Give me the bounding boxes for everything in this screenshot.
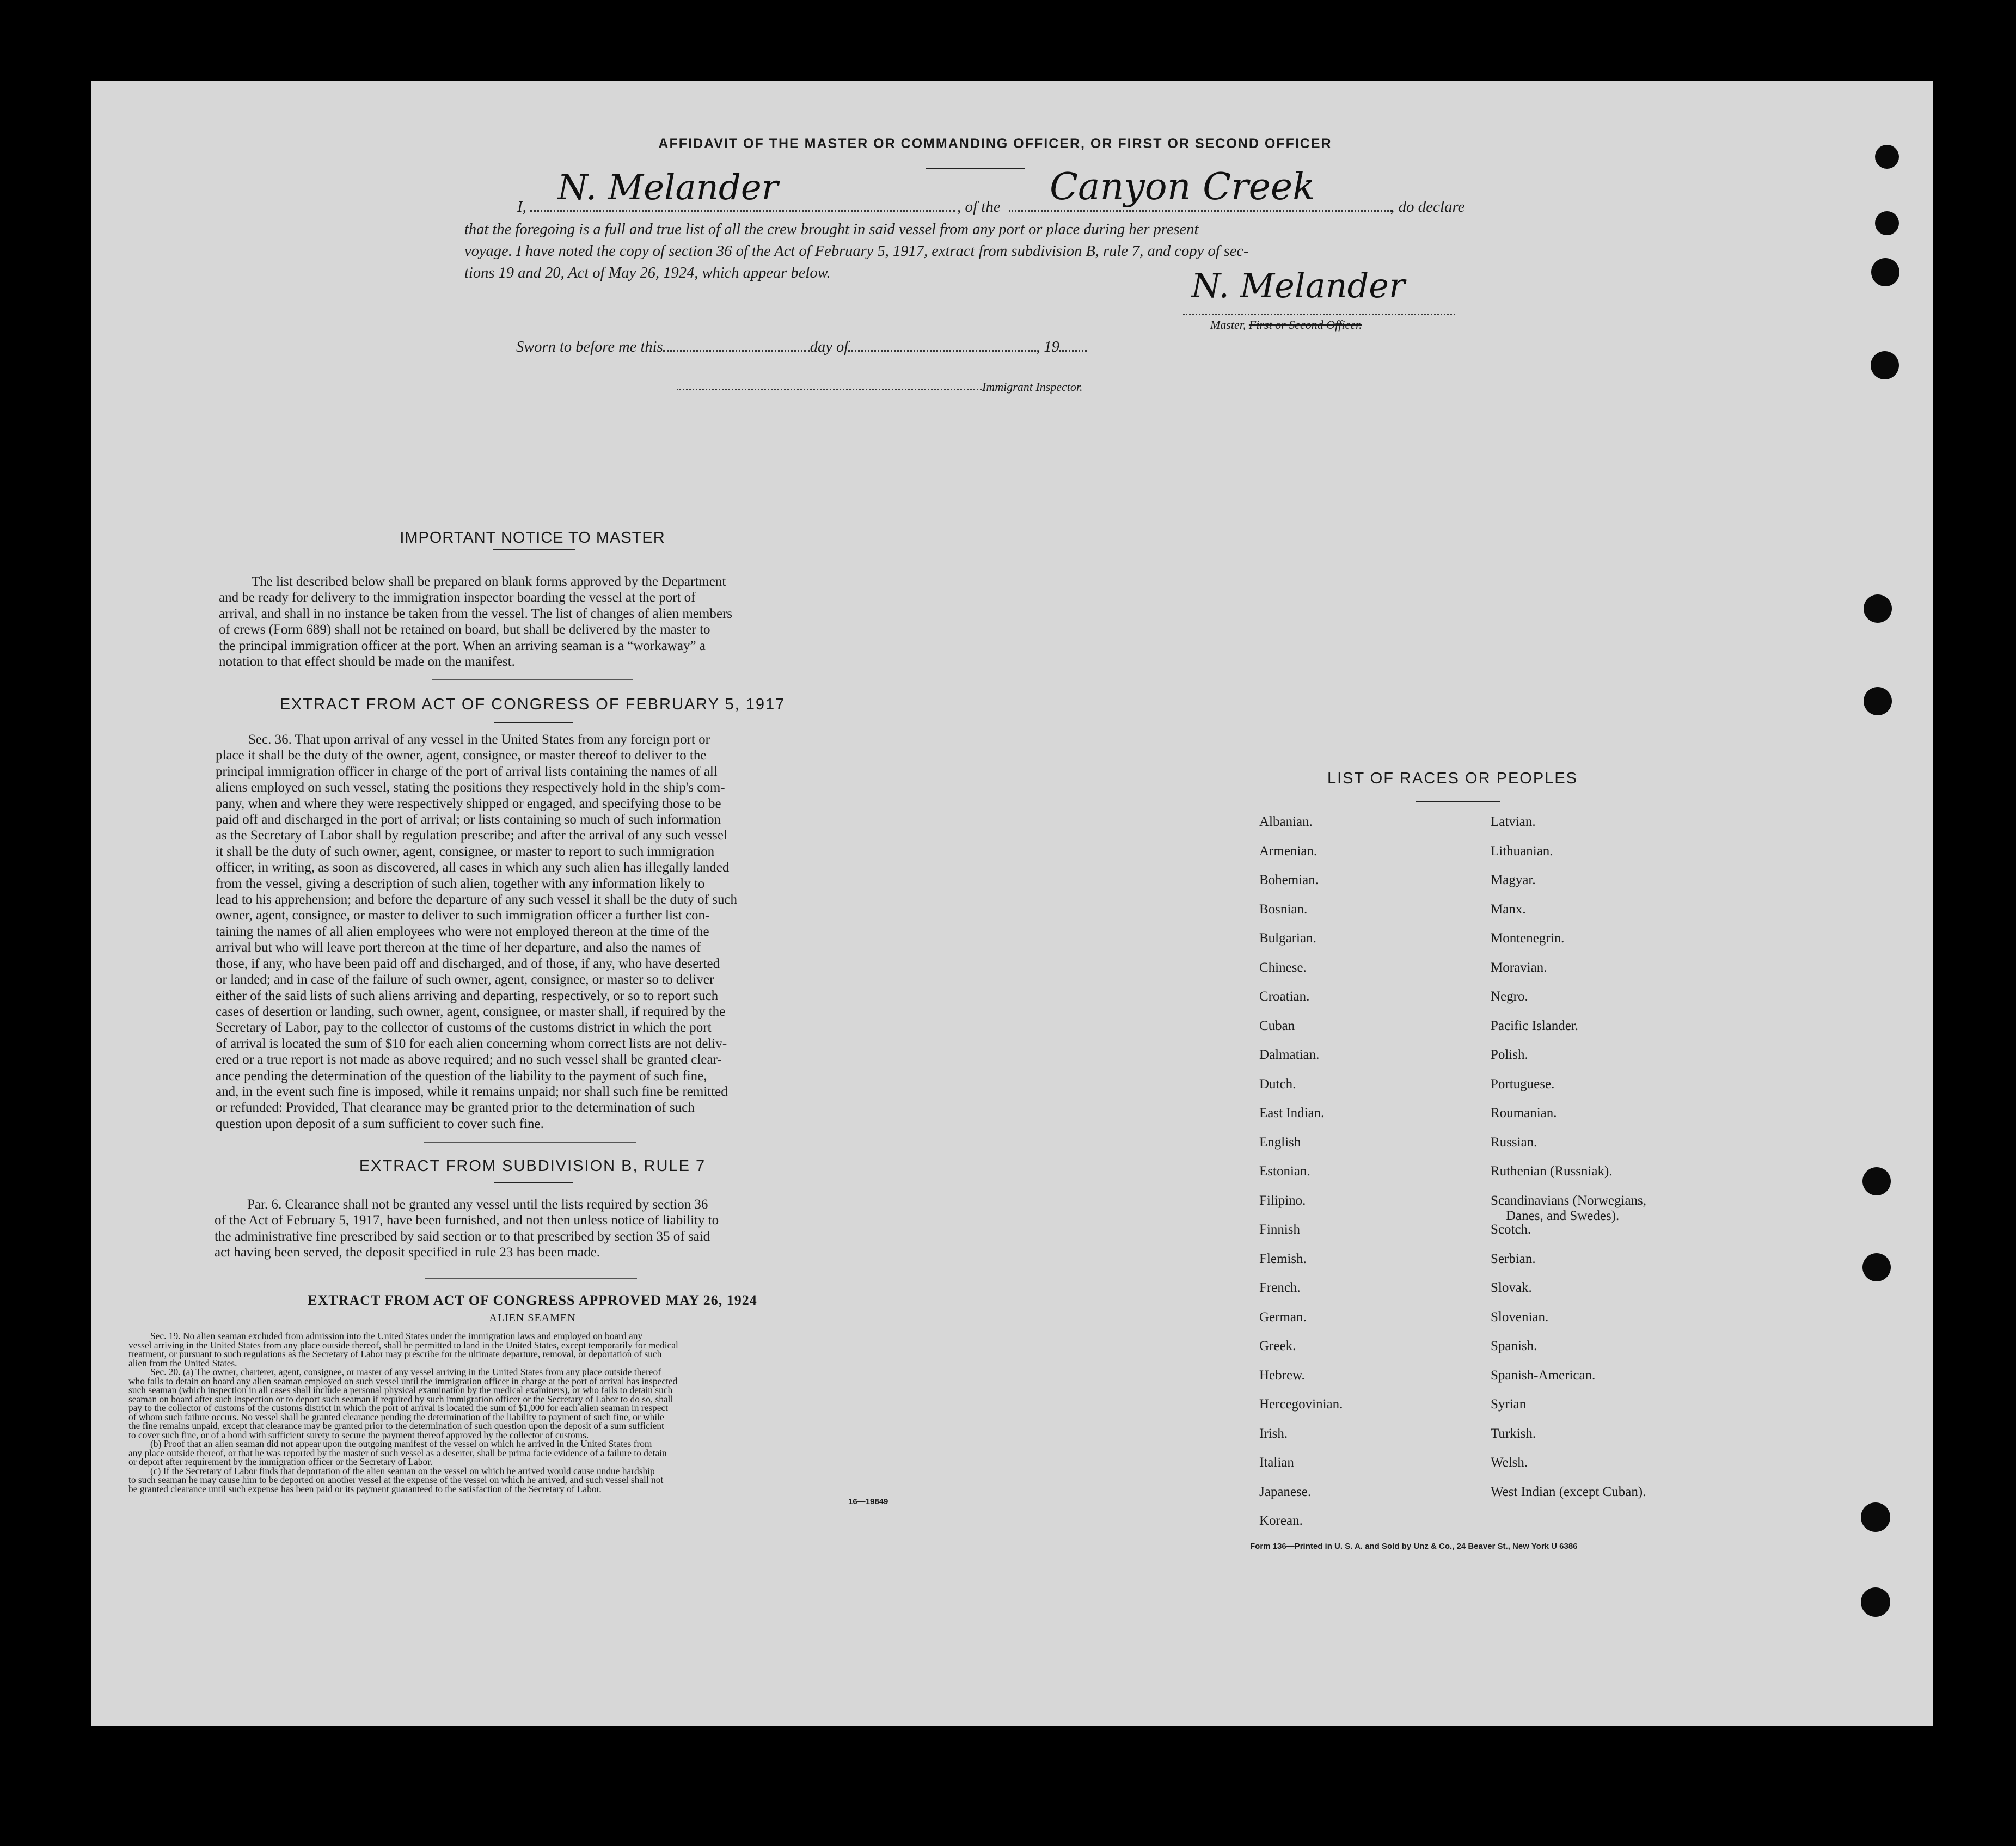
races-title: LIST OF RACES OR PEOPLES xyxy=(1327,770,1578,787)
race-item: Portuguese. xyxy=(1491,1076,1555,1091)
sec19-line: treatment, or pursuant to such regulations as the Secretary of Labor may prescribe for the ultimate departure, removal, or deportation of such xyxy=(128,1348,662,1359)
sworn-month-blank xyxy=(848,350,1036,352)
race-item: Serbian. xyxy=(1491,1251,1536,1266)
sec20-line: the fine remains unpaid, except that clearance may be granted prior to the determination of such question upon the deposit of a sum sufficient xyxy=(128,1420,664,1431)
notice-line: arrival, and shall in no instance be taken from the vessel. The list of changes of alien members xyxy=(219,606,732,621)
race-item: Spanish. xyxy=(1491,1339,1537,1353)
notice-line: of crews (Form 689) shall not be retained on board, but shall be delivered by the master to xyxy=(219,622,710,637)
race-item: Chinese. xyxy=(1259,960,1307,975)
race-item: Montenegrin. xyxy=(1491,931,1565,946)
sec19-line: alien from the United States. xyxy=(128,1357,237,1369)
sworn-prefix: Sworn to before me this xyxy=(516,339,663,355)
sec20-line: (c) If the Secretary of Labor finds that deportation of the alien seaman on the vessel on which he arrived would cause undue hardship xyxy=(150,1465,655,1476)
inspector-caption: Immigrant Inspector. xyxy=(982,380,1083,394)
race-item: Irish. xyxy=(1259,1426,1288,1441)
race-item: Dalmatian. xyxy=(1259,1047,1320,1062)
punch-hole xyxy=(1871,258,1899,286)
rule7-line: the administrative fine prescribed by said section or to that prescribed by section 35 of said xyxy=(215,1229,710,1244)
sec36-line: pany, when and where they were respectively shipped or engaged, and specifying those to be xyxy=(216,796,721,811)
affidavit-title-rule xyxy=(926,168,1025,169)
extract-1917-body xyxy=(216,732,845,1132)
master-caption-struck: First or Second Officer. xyxy=(1248,318,1362,332)
sec36-line: from the vessel, giving a description of such alien, together with any information likely to xyxy=(216,876,705,891)
affidavit-body-2: voyage. I have noted the copy of section 36 of the Act of February 5, 1917, extract from subdivision B, rule 7, and copy of sec- xyxy=(464,243,1249,260)
race-item: Turkish. xyxy=(1491,1426,1536,1441)
race-item: English xyxy=(1259,1134,1301,1150)
sec36-line: ance pending the determination of the question of the liability to the payment of such fine, xyxy=(216,1068,707,1083)
divider xyxy=(425,1278,637,1279)
sec36-line: or landed; and in case of the failure of such owner, agent, consignee, or master so to deliver xyxy=(216,972,714,988)
race-item: Japanese. xyxy=(1259,1484,1312,1499)
punch-hole xyxy=(1871,351,1899,379)
notice-title: IMPORTANT NOTICE TO MASTER xyxy=(400,529,665,547)
sworn-line xyxy=(516,339,1087,356)
document-page xyxy=(91,81,1933,1726)
rule7-line: of the Act of February 5, 1917, have been furnished, and not then unless notice of liability to xyxy=(215,1213,719,1228)
master-caption-prefix: Master, xyxy=(1210,318,1246,332)
form-imprint: Form 136—Printed in U. S. A. and Sold by Unz & Co., 24 Beaver St., New York U 6386 xyxy=(1250,1542,1578,1551)
punch-hole xyxy=(1862,1167,1891,1195)
sec36-line: principal immigration officer in charge of the port of arrival lists containing the names of all xyxy=(216,764,718,779)
race-item: German. xyxy=(1259,1309,1307,1324)
race-item: Moravian. xyxy=(1491,960,1547,975)
sec20-line: or deport after requirement by the immigration officer or the Secretary of Labor. xyxy=(128,1456,433,1467)
notice-line: The list described below shall be prepared on blank forms approved by the Department xyxy=(252,574,726,589)
sec36-line: taining the names of all alien employees who were not employed thereon at the time of the xyxy=(216,924,709,939)
race-item: Korean. xyxy=(1259,1513,1303,1528)
sec36-line: either of the said lists of such aliens arriving and departing, respectively, or so to report such xyxy=(216,988,719,1003)
race-item: Welsh. xyxy=(1491,1455,1528,1470)
sec36-line: question upon deposit of a sum sufficient to cover such fine. xyxy=(216,1116,544,1131)
sec19-line: vessel arriving in the United States from any place outside thereof, shall be permitted to land in the United States, except temporarily for medical xyxy=(128,1339,678,1351)
race-item: Manx. xyxy=(1491,901,1526,917)
punch-hole xyxy=(1875,145,1899,169)
sec20-line: to such seaman he may cause him to be deported on another vessel at the expense of the vessel on which he arrived, and such vessel shall not xyxy=(128,1474,664,1485)
race-item: Polish. xyxy=(1491,1047,1528,1062)
sworn-year-label: , 19 xyxy=(1036,339,1059,355)
race-item: East Indian. xyxy=(1259,1106,1325,1120)
race-item: Slovenian. xyxy=(1491,1309,1549,1324)
i-label: I, xyxy=(517,198,526,216)
race-item: Spanish-American. xyxy=(1491,1367,1596,1383)
sec36-line: place it shall be the duty of the owner, agent, consignee, or master thereof to deliver to the xyxy=(216,748,707,763)
act1924-subtitle: ALIEN SEAMEN xyxy=(489,1312,576,1324)
sec20-line: be granted clearance until such expense has been paid or its payment guaranteed to the satisfaction of the Secretary of Labor. xyxy=(128,1483,602,1494)
sec36-line: those, if any, who have been paid off and discharged, and of those, if any, who have deserted xyxy=(216,956,720,971)
race-item: Scandinavians (Norwegians, xyxy=(1491,1193,1647,1208)
sec36-line: or refunded: Provided, That clearance may be granted prior to the determination of such xyxy=(216,1100,695,1115)
race-item: Dutch. xyxy=(1259,1076,1296,1091)
race-item: Latvian. xyxy=(1491,814,1536,829)
affidavit-body-3: tions 19 and 20, Act of May 26, 1924, which appear below. xyxy=(464,265,831,281)
rule7-title: EXTRACT FROM SUBDIVISION B, RULE 7 xyxy=(359,1157,706,1175)
race-item: Roumanian. xyxy=(1491,1106,1557,1120)
sec20-line: who fails to detain on board any alien seaman employed on such vessel until the immigration officer in charge at the port of arrival has inspected xyxy=(128,1375,678,1387)
sec36-line: owner, agent, consignee, or master to deliver to such immigration officer a further list con- xyxy=(216,908,710,923)
vessel-line xyxy=(1009,210,1392,212)
act1924-title: EXTRACT FROM ACT OF CONGRESS APPROVED MAY 26, 1924 xyxy=(308,1292,757,1308)
punch-hole xyxy=(1864,687,1892,715)
sec20-line: Sec. 20. (a) The owner, charterer, agent, consignee, or master of any vessel arriving in the United States from any place outside thereof xyxy=(150,1366,661,1377)
race-item: French. xyxy=(1259,1280,1301,1295)
race-item: Italian xyxy=(1259,1455,1294,1470)
inspector-line xyxy=(677,389,982,390)
race-item: Bohemian. xyxy=(1259,873,1319,887)
sec20-line: to cover such fine, or of a bond with sufficient surety to secure the payment thereof approved by the collector of customs. xyxy=(128,1429,589,1440)
signer-line xyxy=(530,210,955,212)
rule7-body xyxy=(215,1197,846,1261)
race-item: Hebrew. xyxy=(1259,1367,1305,1383)
race-item: Armenian. xyxy=(1259,843,1318,858)
sec36-line: paid off and discharged in the port of arrival; or lists containing so much of such information xyxy=(216,812,721,827)
master-signature: N. Melander xyxy=(1191,266,1405,305)
notice-line: notation to that effect should be made on the manifest. xyxy=(219,654,515,670)
notice-line: the principal immigration officer at the port. When an arriving seaman is a “workaway” a xyxy=(219,638,706,653)
affidavit-body-1: that the foregoing is a full and true list of all the crew brought in said vessel from any port or place during her present xyxy=(464,221,1199,238)
sec20-line: pay to the collector of customs of the customs district in which the port of arrival is located the sum of $1,000 for each alien seaman in respect xyxy=(128,1402,668,1413)
race-item: Scotch. xyxy=(1491,1222,1531,1237)
race-item: Cuban xyxy=(1259,1018,1295,1033)
sec36-line: arrival but who will leave port thereon at the time of her departure, and also the names of xyxy=(216,940,701,955)
sworn-date-blank xyxy=(663,350,810,352)
sec36-line: of arrival is located the sum of $10 for each alien concerning whom correct lists are not deliv- xyxy=(216,1036,727,1051)
vessel-handwritten: Canyon Creek xyxy=(1050,165,1315,208)
sec36-line: it shall be the duty of such owner, agent, consignee, or master to report to such immigration xyxy=(216,844,715,859)
punch-hole xyxy=(1861,1587,1890,1617)
race-item: Syrian xyxy=(1491,1397,1527,1412)
divider xyxy=(432,679,633,680)
race-item: Finnish xyxy=(1259,1222,1301,1237)
sec20-line: of whom such failure occurs. No vessel shall be granted clearance pending the determination of the liability to payment of such fine, or while xyxy=(128,1411,664,1422)
race-item: Bulgarian. xyxy=(1259,931,1316,946)
race-item: Russian. xyxy=(1491,1134,1537,1150)
divider xyxy=(424,1142,636,1143)
notice-title-rule xyxy=(493,549,575,550)
rule7-line: Par. 6. Clearance shall not be granted any vessel until the lists required by section 36 xyxy=(247,1197,708,1212)
affidavit-title: AFFIDAVIT OF THE MASTER OR COMMANDING OFFICER, OR FIRST OR SECOND OFFICER xyxy=(658,136,1332,151)
race-item: Flemish. xyxy=(1259,1251,1307,1266)
punch-hole xyxy=(1875,211,1899,235)
race-item: Slovak. xyxy=(1491,1280,1532,1295)
sec36-line: and, in the event such fine is imposed, while it remains unpaid; nor shall such fine be remitted xyxy=(216,1084,728,1099)
notice-line: and be ready for delivery to the immigration inspector boarding the vessel at the port of xyxy=(219,590,696,605)
signer-handwritten: N. Melander xyxy=(557,168,779,208)
act1924-body xyxy=(128,1332,912,1493)
race-item: West Indian (except Cuban). xyxy=(1491,1484,1646,1499)
sec20-line: any place outside thereof, or that he was reported by the master of such vessel as a deserter, shall be prima facie evidence of a failure to detain xyxy=(128,1447,667,1458)
sec19-line: Sec. 19. No alien seaman excluded from admission into the United States under the immigration laws and employed on board any xyxy=(150,1330,643,1341)
race-item: Negro. xyxy=(1491,989,1528,1004)
race-item: Pacific Islander. xyxy=(1491,1018,1579,1033)
races-title-rule xyxy=(1416,801,1500,802)
race-item: Bosnian. xyxy=(1259,901,1308,917)
sec36-line: aliens employed on such vessel, stating the positions they respectively hold in the ship's com- xyxy=(216,780,725,795)
sec20-line: seaman on board after such inspection or to deport such seaman if required by such immigration officer or the Secretary of Labor to do so, shall xyxy=(128,1393,673,1405)
sec20-line: such seaman (which inspection in all cases shall include a personal physical examination by the medical examiners), or who fails to detain such xyxy=(128,1384,673,1395)
race-item: Lithuanian. xyxy=(1491,843,1553,858)
sec36-line: officer, in writing, as soon as discovered, all cases in which any such alien has illegally landed xyxy=(216,860,730,875)
sec36-line: cases of desertion or landing, such owner, agent, consignee, or master shall, if required by the xyxy=(216,1004,726,1019)
sec36-line: ered or a true report is not made as above required; and no such vessel shall be granted clear- xyxy=(216,1052,722,1068)
punch-hole xyxy=(1862,1253,1891,1281)
rule7-line: act having been served, the deposit specified in rule 23 has been made. xyxy=(215,1245,600,1260)
race-item: Magyar. xyxy=(1491,873,1536,887)
sec36-line: Secretary of Labor, pay to the collector of customs of the customs district in which the port xyxy=(216,1020,712,1035)
punch-hole xyxy=(1864,594,1892,623)
sec20-line: (b) Proof that an alien seaman did not appear upon the outgoing manifest of the vessel on which he arrived in the United States from xyxy=(150,1438,652,1449)
master-caption xyxy=(1210,318,1362,332)
race-item: Estonian. xyxy=(1259,1164,1310,1179)
sec36-line: lead to his apprehension; and before the departure of any such vessel it shall be the duty of such xyxy=(216,892,738,907)
race-item: Albanian. xyxy=(1259,814,1313,829)
race-item: Hercegovinian. xyxy=(1259,1397,1343,1412)
punch-hole xyxy=(1861,1502,1890,1532)
race-item: Danes, and Swedes). xyxy=(1506,1208,1620,1223)
of-the-label: , of the xyxy=(957,198,1001,216)
master-signature-line xyxy=(1183,314,1455,315)
sec36-line: as the Secretary of Labor shall by regulation prescribe; and after the arrival of any such vessel xyxy=(216,828,727,843)
extract-1917-title: EXTRACT FROM ACT OF CONGRESS OF FEBRUARY 5, 1917 xyxy=(279,696,786,713)
sworn-year-blank xyxy=(1059,350,1087,352)
do-declare-label: , do declare xyxy=(1390,198,1465,216)
sec36-line: Sec. 36. That upon arrival of any vessel in the United States from any foreign port or xyxy=(248,732,710,747)
sworn-day-label: day of xyxy=(810,339,849,355)
race-item: Ruthenian (Russniak). xyxy=(1491,1164,1613,1179)
extract-1917-rule xyxy=(494,722,573,723)
notice-body xyxy=(219,574,845,670)
rule7-title-rule xyxy=(494,1182,573,1183)
race-item: Greek. xyxy=(1259,1339,1296,1353)
act1924-form-number: 16—19849 xyxy=(848,1497,888,1506)
race-item: Filipino. xyxy=(1259,1193,1306,1208)
race-item: Croatian. xyxy=(1259,989,1310,1004)
